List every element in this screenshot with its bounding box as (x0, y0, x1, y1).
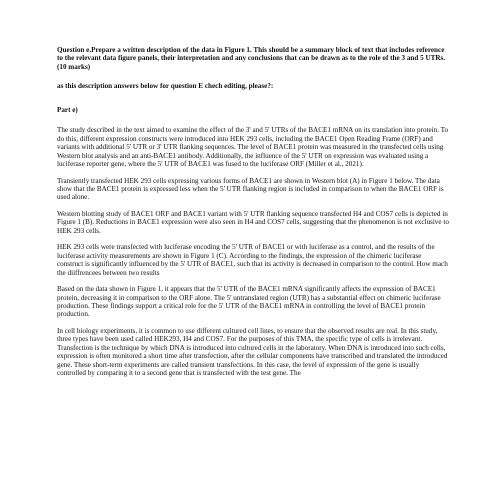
paragraph-figure-a: Transiently transfected HEK 293 cells expressing various forms of BACE1 are shown in Western blot (A) in Figure 1 below. The data show that the BACE1 protein is expressed less when the 5' UTR flanking region is included in comparison to when the BACE1 ORF is used alone. (57, 176, 444, 202)
paragraph-study-overview: The study described in the text aimed to examine the effect of the 3' and 5' UTRs of the BACE1 mRNA on its translation into protein. To do this, different expression constructs were introduced into HEK 293 cells, including the BACE1 Open Reading Frame (ORF) and variants with additional 5' UTR or 3' UTR flanking sequences. The level of BACE1 protein was measured in the transfected cells using Western blot analysis and an anti-BACE1 antibody. Additionally, the influence of the 5' UTR on expression was evaluated using a luciferase reporter gene, where the 5' UTR of BACE1 was fused to the luciferase ORF (Miller et al., 2021). (57, 126, 449, 169)
editing-request: as this description answers below for question E chech editing, please?: (57, 82, 274, 91)
paragraph-conclusion: Based on the data shown in Figure 1, it appears that the 5' UTR of the BACE1 mRNA significantly affects the expression of BACE1 protein, decreasing it in comparison to the ORF alone. The 5' untranslated region (UTR) has a substantial effect on chimeric luciferase production. These findings support a critical role for the 5' UTR of the BACE1 mRNA in controlling the level of BACE1 protein production. (57, 285, 441, 319)
paragraph-figure-c: HEK 293 cells were transfected with luciferase encoding the 5' UTR of BACE1 or with luciferase as a control, and the results of the luciferase activity measurements are shown in Figure 1 (C). According to the findings, the expression of the chimeric luciferase construct is significantly influenced by the 5' UTR of BACE1, such that its activity is decreased in comparison to the control. How mach the diiffrencees between two results (57, 243, 448, 277)
document-content (57, 46, 449, 386)
question-heading: Question e.Prepare a written description of the data in Figure 1. This should be a summary block of text that includes reference to the relevant data figure panels, their interpretation and any conclusions that can be drawn as to the role of the 3 and 5 UTRs. (10 marks) (57, 46, 446, 71)
paragraph-cell-lines: In cell biology experiments, it is common to use different cultured cell lines, to ensure that the observed results are real. In this study, three types have been used called HEK293, H4 and COS7. For the purposes of this TMA, the specific type of cells is irrelevant. Transfection is the technique by which DNA is introduced into cultured cells in the laboratory. When DNA is introduced into such cells, expression is often monitored a short time after transfection, after the cellular components have transcribed and translated the introduced gene. These short-term experiments are called transient transfections. In this case, the level of expression of the gene is usually controlled by comparing it to a second gene that is transfected with the test gene. The (57, 326, 448, 378)
paragraph-figure-b: Western blotting study of BACE1 ORF and BACE1 variant with 5' UTR flanking sequence transfected H4 and COS7 cells is depicted in Figure 1 (B). Reductions in BACE1 expression were also seen in H4 and COS7 cells, suggesting that the phenomenon is not exclusive to HEK 293 cells. (57, 209, 449, 235)
part-label: Part e) (57, 105, 78, 114)
